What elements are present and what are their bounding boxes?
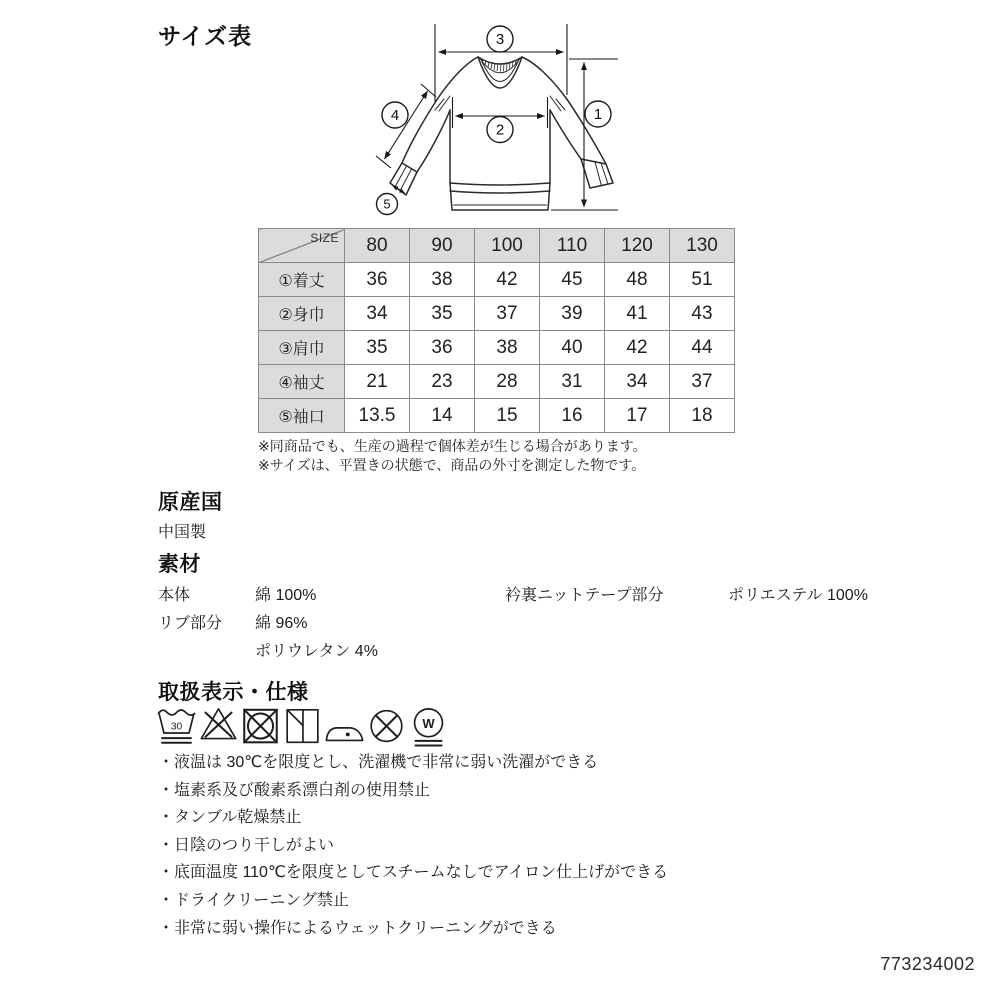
cell: 18 [670,399,735,433]
size-notes [258,437,647,474]
material-value: 綿 96% [255,615,308,632]
cell: 37 [475,297,540,331]
callout-5: 5 [383,196,391,212]
cell: 44 [670,331,735,365]
cell: 23 [410,365,475,399]
care-instruction: ・タンブル乾燥禁止 [158,809,302,827]
col-header: 130 [670,229,735,263]
cell: 39 [540,297,605,331]
materials-heading: 素材 [158,553,201,576]
col-header: 110 [540,229,605,263]
svg-text:W: W [422,715,435,731]
table-row [259,399,735,433]
iron-low-temp-icon [325,705,364,748]
cell: 40 [540,331,605,365]
material-value: ポリウレタン 4% [255,643,378,660]
cell: 41 [605,297,670,331]
no-tumble-dry-icon [241,705,280,748]
material-part: リブ部分 [158,615,223,632]
product-code: 773234002 [880,954,975,974]
care-symbols [157,705,448,748]
callout-3: 3 [495,31,505,49]
cell: 36 [410,331,475,365]
cell: 17 [605,399,670,433]
care-instructions [158,749,668,942]
care-instruction: ・塩素系及び酸素系漂白剤の使用禁止 [158,781,431,799]
row-label: ⑤袖口 [259,399,345,433]
row-label: ③肩巾 [259,331,345,365]
row-label: ④袖丈 [259,365,345,399]
corner-size-label: SIZE [310,231,339,245]
page-title: サイズ表 [158,23,253,49]
table-row [259,365,735,399]
note-line: ※同商品でも、生産の過程で個体差が生じる場合があります。 [258,438,647,454]
size-table-header-row [259,229,735,263]
shade-hang-dry-icon [283,705,322,748]
col-header: 90 [410,229,475,263]
wet-clean-very-gentle-icon [409,705,448,748]
dimension-callouts [377,26,612,215]
no-dry-clean-icon [367,705,406,748]
cell: 13.5 [345,399,410,433]
cell: 42 [605,331,670,365]
cell: 21 [345,365,410,399]
col-header: 120 [605,229,670,263]
no-bleach-icon [199,705,238,748]
material-value: 綿 100% [255,587,317,604]
cell: 42 [475,263,540,297]
cell: 51 [670,263,735,297]
col-header: 80 [345,229,410,263]
table-row [259,297,735,331]
sweatshirt-diagram [370,18,630,218]
care-instruction: ・ドライクリーニング禁止 [158,891,349,909]
material-value: ポリエステル 100% [728,587,868,604]
cell: 14 [410,399,475,433]
col-header: 100 [475,229,540,263]
row-label: ②身巾 [259,297,345,331]
origin-heading: 原産国 [158,491,223,514]
row-label: ①着丈 [259,263,345,297]
cell: 28 [475,365,540,399]
cell: 31 [540,365,605,399]
care-instruction: ・非常に弱い操作によるウェットクリーニングができる [158,919,557,937]
care-heading: 取扱表示・仕様 [158,681,309,704]
svg-text:30: 30 [170,721,183,733]
cell: 45 [540,263,605,297]
table-row [259,331,735,365]
cell: 43 [670,297,735,331]
callout-2: 2 [495,121,505,139]
size-table [258,228,735,433]
origin-value: 中国製 [158,524,207,541]
size-table-corner-cell [259,229,345,263]
cell: 38 [410,263,475,297]
wash-30-icon [157,705,196,748]
note-line: ※サイズは、平置きの状態で、商品の外寸を測定した物です。 [258,456,646,473]
care-instruction: ・日陰のつり干しがよい [158,836,335,854]
cell: 16 [540,399,605,433]
cell: 34 [345,297,410,331]
table-row [259,263,735,297]
callout-4: 4 [390,107,400,125]
cell: 34 [605,365,670,399]
callout-1: 1 [593,106,603,124]
cell: 36 [345,263,410,297]
care-instruction: ・底面温度 110℃を限度としてスチームなしでアイロン仕上げができる [158,864,669,882]
cell: 48 [605,263,670,297]
cell: 37 [670,365,735,399]
material-part: 衿裏ニットテープ部分 [505,587,664,604]
cell: 38 [475,331,540,365]
material-part: 本体 [158,587,191,604]
cell: 15 [475,399,540,433]
care-instruction: ・液温は 30℃を限度とし、洗濯機で非常に弱い洗濯ができる [158,754,599,771]
cell: 35 [410,297,475,331]
cell: 35 [345,331,410,365]
